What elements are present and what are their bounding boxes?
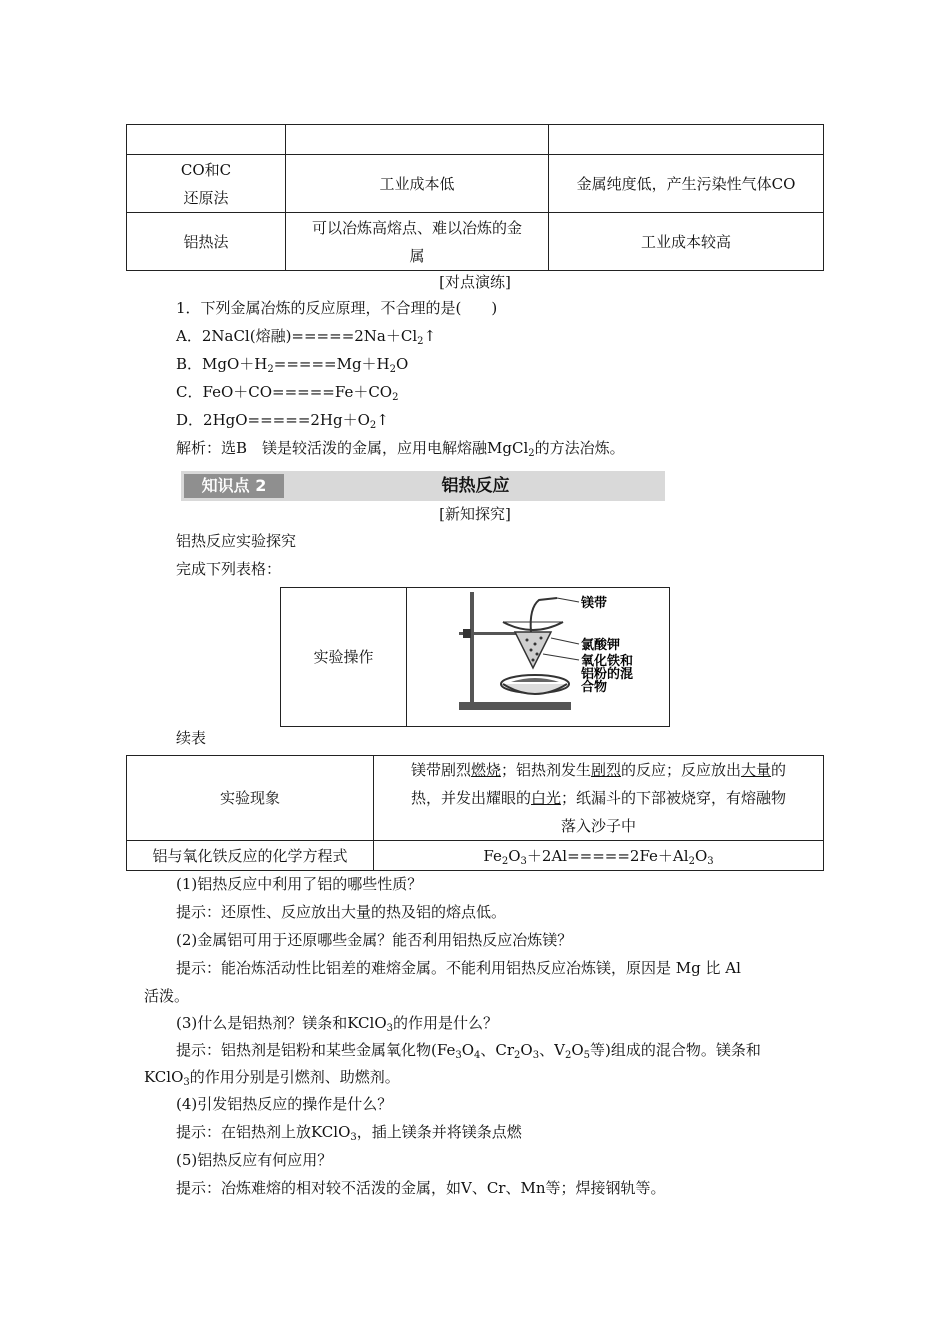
qa-question: (3)什么是铝热剂？镁条和KClO$_3$的作用是什么？	[176, 1014, 499, 1034]
label-mixture-3: 合物	[581, 680, 608, 695]
practice-header: [对点演练]	[439, 273, 511, 291]
section-title: 铝热反应	[441, 476, 510, 496]
option-d: D．$2HgO=====2Hg+O_2↑$	[176, 411, 389, 431]
question-stem: 1．下列金属冶炼的反应原理，不合理的是( )	[176, 299, 498, 317]
answer-explanation: 解析：选B 镁是较活泼的金属，应用电解熔融MgCl$_2$的方法冶炼。	[176, 439, 625, 459]
qa-question: (5)铝热反应有何应用？	[176, 1151, 333, 1169]
label-mg-ribbon: 镁带	[581, 596, 608, 611]
equation-text: $Fe_2O_3+2Al=====2Fe+Al_2O_3$	[374, 841, 824, 871]
qa-answer-cont: 活泼。	[144, 987, 190, 1005]
equation-label: 铝与氧化铁反应的化学方程式	[127, 841, 374, 871]
table-cell	[549, 125, 824, 155]
option-b: B．$MgO+H_2=====Mg+H_2O$	[176, 355, 409, 375]
phenomenon-label: 实验现象	[127, 756, 374, 841]
intro-line: 完成下列表格：	[176, 560, 282, 578]
qa-question: (1)铝热反应中利用了铝的哪些性质？	[176, 875, 423, 893]
thermite-apparatus-diagram	[407, 588, 669, 726]
table-cell: 铝热法	[127, 213, 286, 271]
intro-line: 铝热反应实验探究	[176, 532, 297, 550]
table-cell: 工业成本低	[286, 155, 549, 213]
qa-answer-cont: KClO$_3$的作用分别是引燃剂、助燃剂。	[144, 1068, 400, 1088]
table-cell: CO和C 还原法	[127, 155, 286, 213]
label-mixture-1: 氧化铁和	[581, 654, 634, 669]
option-a: A．2NaCl(熔融)$=====2Na+Cl_2↑$	[176, 327, 437, 347]
phenomenon-text: 镁带剧烈燃烧；铝热剂发生剧烈的反应；反应放出大量的 热，并发出耀眼的白光；纸漏斗的下部被烧穿，有熔融物 落入沙子中	[374, 756, 824, 841]
phenomenon-table	[126, 755, 824, 871]
table-cell: 金属纯度低，产生污染性气体CO	[549, 155, 824, 213]
qa-answer: 提示：铝热剂是铝粉和某些金属氧化物($Fe_3O_4$、$Cr_2O_3$、$V_2O_5$等)组成的混合物。镁条和	[176, 1041, 761, 1061]
option-c: C．$FeO+CO=====Fe+CO_2$	[176, 383, 399, 403]
qa-answer: 提示：冶炼难熔的相对较不活泼的金属，如V、Cr、Mn等；焊接钢轨等。	[176, 1179, 666, 1197]
experiment-table	[280, 587, 670, 727]
label-mixture-2: 铝粉的混	[581, 667, 634, 682]
diagram-cell	[407, 588, 670, 727]
qa-question: (4)引发铝热反应的操作是什么？	[176, 1095, 393, 1113]
table-cell	[127, 125, 286, 155]
qa-answer: 提示：还原性、反应放出大量的热及铝的熔点低。	[176, 903, 507, 921]
experiment-label: 实验操作	[281, 588, 407, 727]
table-cell: 工业成本较高	[549, 213, 824, 271]
qa-question: (2)金属铝可用于还原哪些金属？能否利用铝热反应冶炼镁？	[176, 931, 573, 949]
qa-answer: 提示：能冶炼活动性比铝差的难熔金属。不能利用铝热反应冶炼镁，原因是 Mg 比 Al	[176, 959, 741, 977]
continued-label: 续表	[176, 729, 207, 747]
section-tag: 知识点 2	[184, 474, 284, 498]
table-cell: 可以冶炼高熔点、难以冶炼的金 属	[286, 213, 549, 271]
methods-table	[126, 124, 824, 271]
section-banner	[181, 471, 665, 501]
new-knowledge-header: [新知探究]	[439, 505, 511, 523]
label-kclo3: 氯酸钾	[581, 638, 621, 653]
qa-answer: 提示：在铝热剂上放KClO$_3$，插上镁条并将镁条点燃	[176, 1123, 522, 1143]
table-cell	[286, 125, 549, 155]
